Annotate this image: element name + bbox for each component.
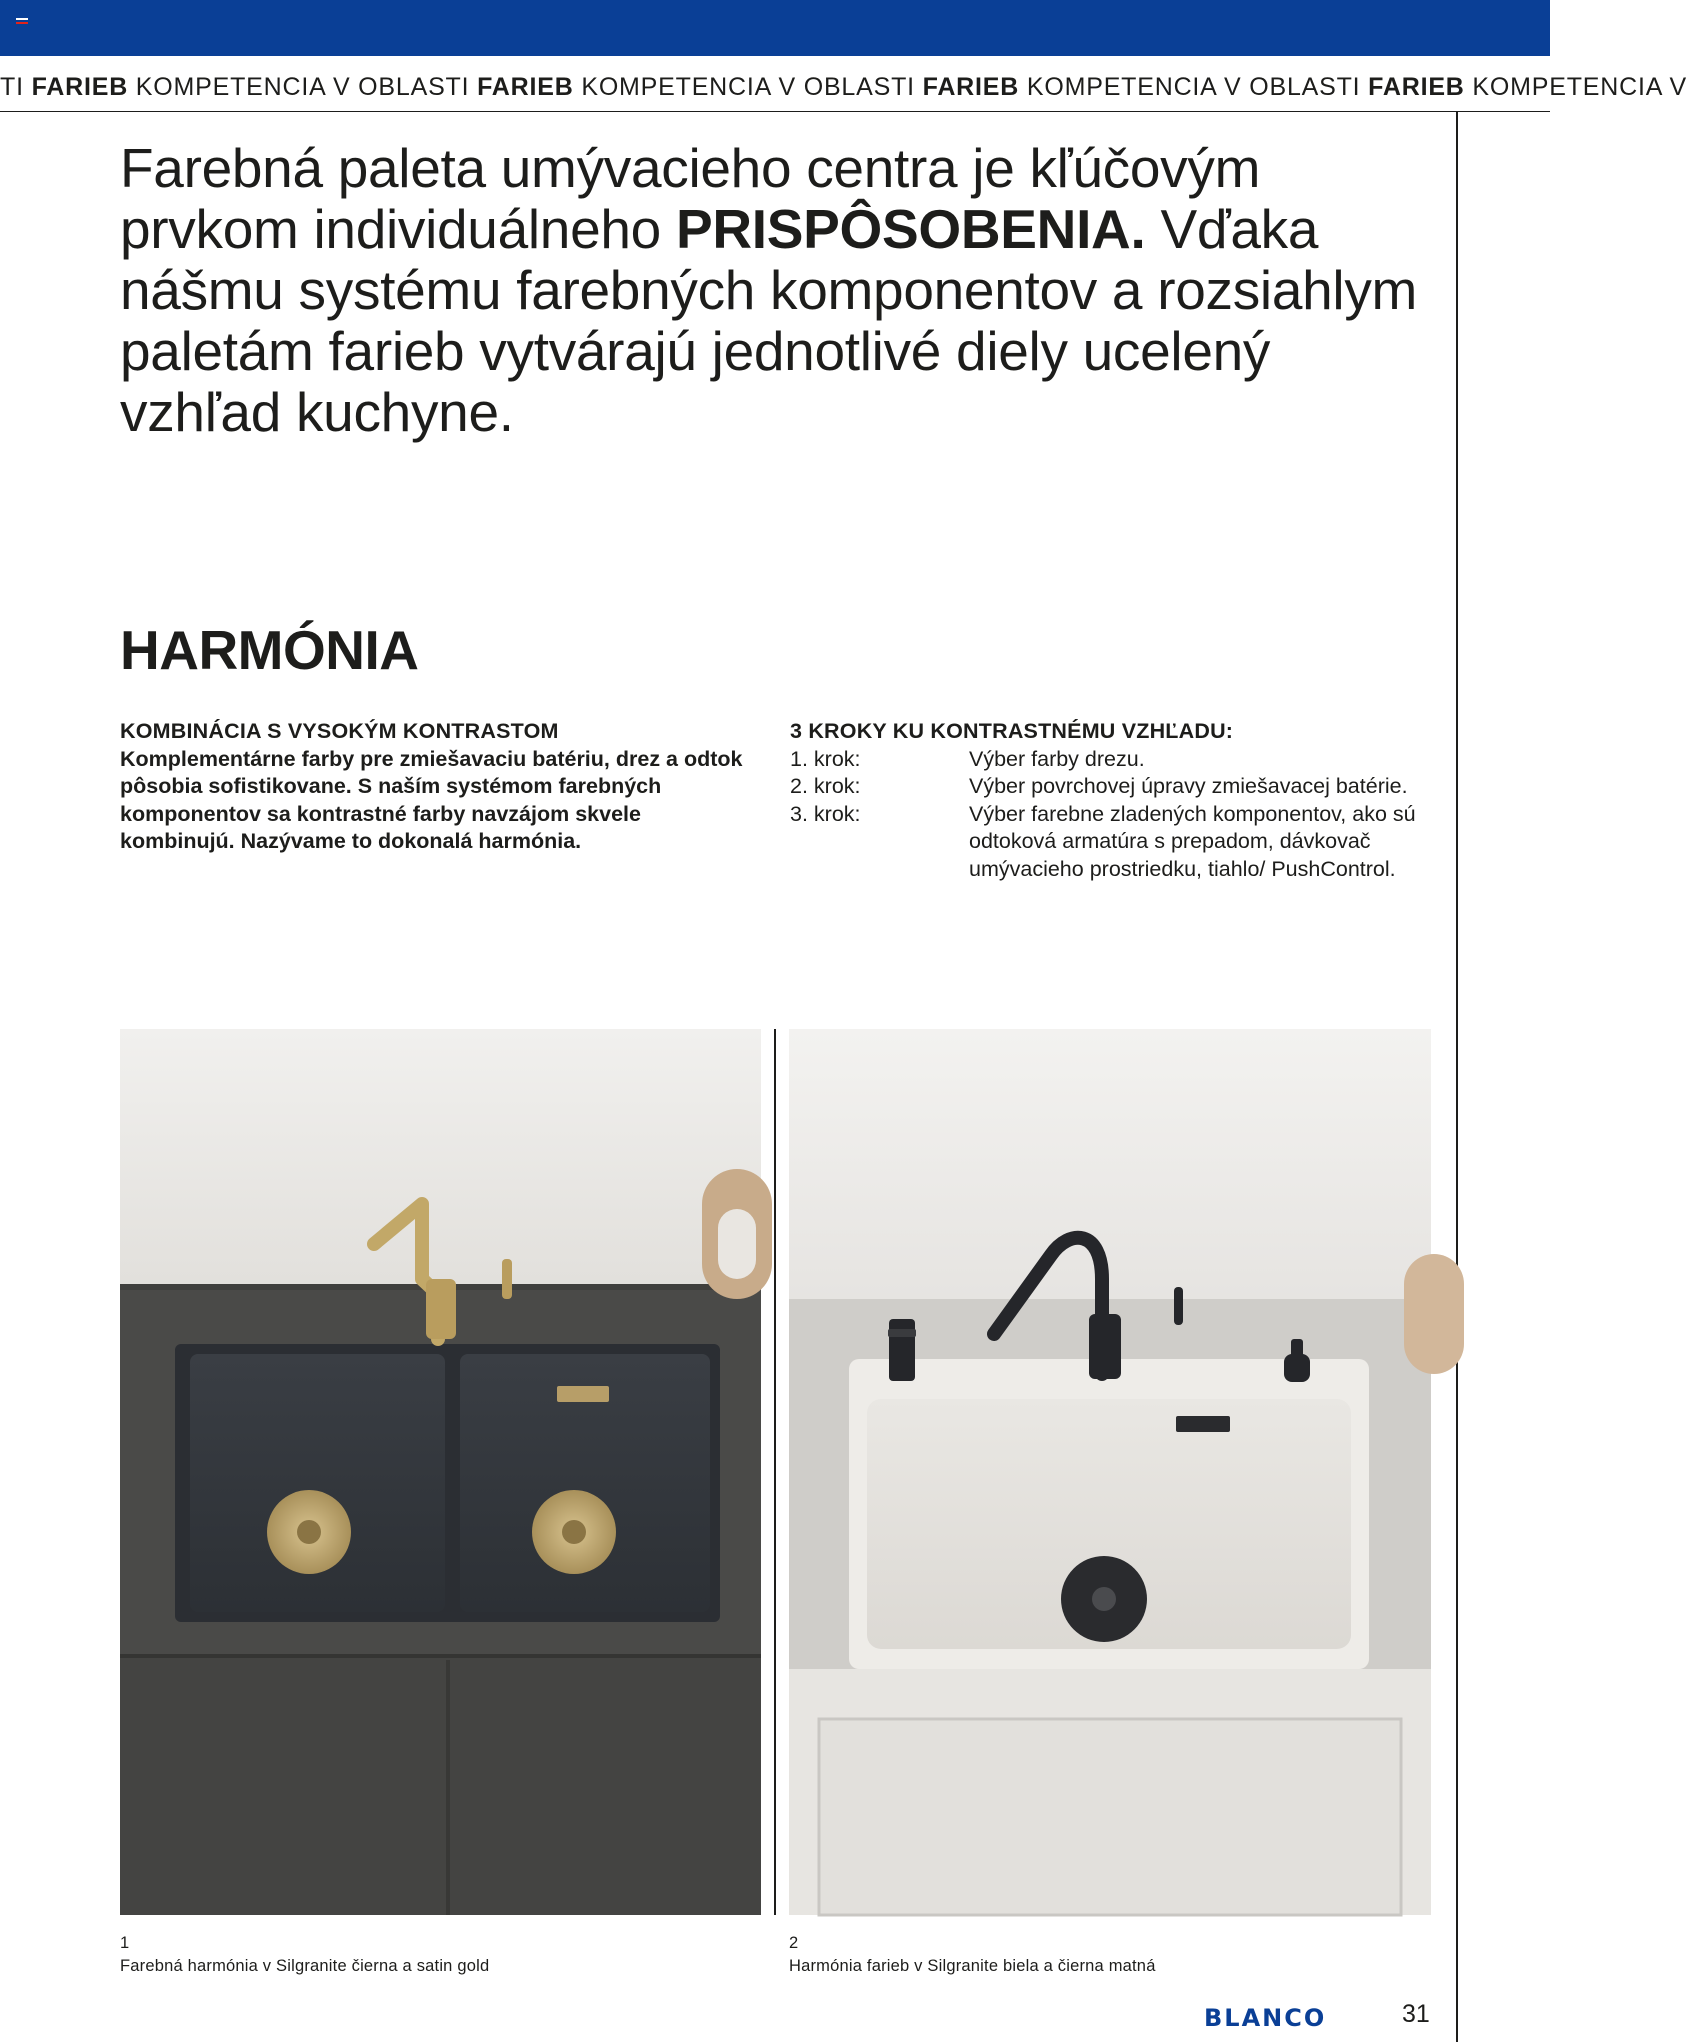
- step-item: [790, 746, 1430, 774]
- step-label: 3. krok:: [790, 801, 861, 826]
- photo-caption: [120, 1932, 489, 1978]
- ticker-item: FARIEB KOMPETENCIA V: [1368, 73, 1687, 101]
- steps-subtitle: 3 KROKY KU KONTRASTNÉMU VZHĽADU:: [790, 719, 1234, 743]
- caption-number: 2: [789, 1934, 799, 1952]
- photo-divider: [774, 1029, 776, 1915]
- column-body: Komplementárne farby pre zmiešavaciu batériu, drez a odtok pôsobia sofistikovane. S naším systémom farebných komponentov sa kontrastné farby navzájom skvele kombinujú. Nazývame to dokonalá harmónia.: [120, 746, 743, 853]
- step-label: 2. krok:: [790, 774, 861, 798]
- ticker-band: [0, 70, 1687, 104]
- page-headline: Farebná paleta umývacieho centra je kľúčovým prvkom individuálneho PRISPÔSOBENIA. Vďaka nášmu systému farebných komponentov a rozsiahlym paletám farieb vytvárajú jednotlivé diely ucelený vzhľad kuchyne.: [120, 137, 1418, 443]
- ticker-item: FARIEB KOMPETENCIA V OBLASTI: [477, 73, 923, 101]
- photo-caption: [789, 1932, 1156, 1978]
- caption-number: 1: [120, 1934, 130, 1952]
- page-number: 31: [1402, 2000, 1430, 2028]
- step-text: Výber povrchovej úpravy zmiešavacej batérie.: [969, 774, 1408, 798]
- margin-rule: [1456, 112, 1458, 2042]
- intro-column: [120, 718, 760, 856]
- step-item: [790, 801, 1430, 884]
- ticker-item: TI FARIEB KOMPETENCIA V OBLASTI: [0, 73, 478, 101]
- sink-photo-dark: [120, 1029, 761, 1915]
- top-bar: [0, 0, 1550, 56]
- step-text: Výber farebne zladených komponentov, ako sú odtoková armatúra s prepadom, dávkovač umývacieho prostriedku, tiahlo/ PushControl.: [969, 801, 1416, 881]
- steps-column: [790, 718, 1430, 883]
- sink-photo-white: [789, 1029, 1431, 1915]
- section-title: HARMÓNIA: [120, 619, 419, 681]
- brand-logo: BLANCO: [1204, 2004, 1327, 2032]
- caption-text: Harmónia farieb v Silgranite biela a čierna matná: [789, 1957, 1156, 1975]
- ticker-item: FARIEB KOMPETENCIA V OBLASTI: [922, 73, 1369, 101]
- column-subtitle: KOMBINÁCIA S VYSOKÝM KONTRASTOM: [120, 719, 559, 743]
- step-item: [790, 773, 1430, 801]
- step-text: Výber farby drezu.: [969, 746, 1145, 771]
- ticker-divider: [0, 111, 1550, 112]
- caption-text: Farebná harmónia v Silgranite čierna a satin gold: [120, 1957, 490, 1975]
- step-label: 1. krok:: [790, 746, 861, 771]
- flag-icon: [16, 18, 28, 28]
